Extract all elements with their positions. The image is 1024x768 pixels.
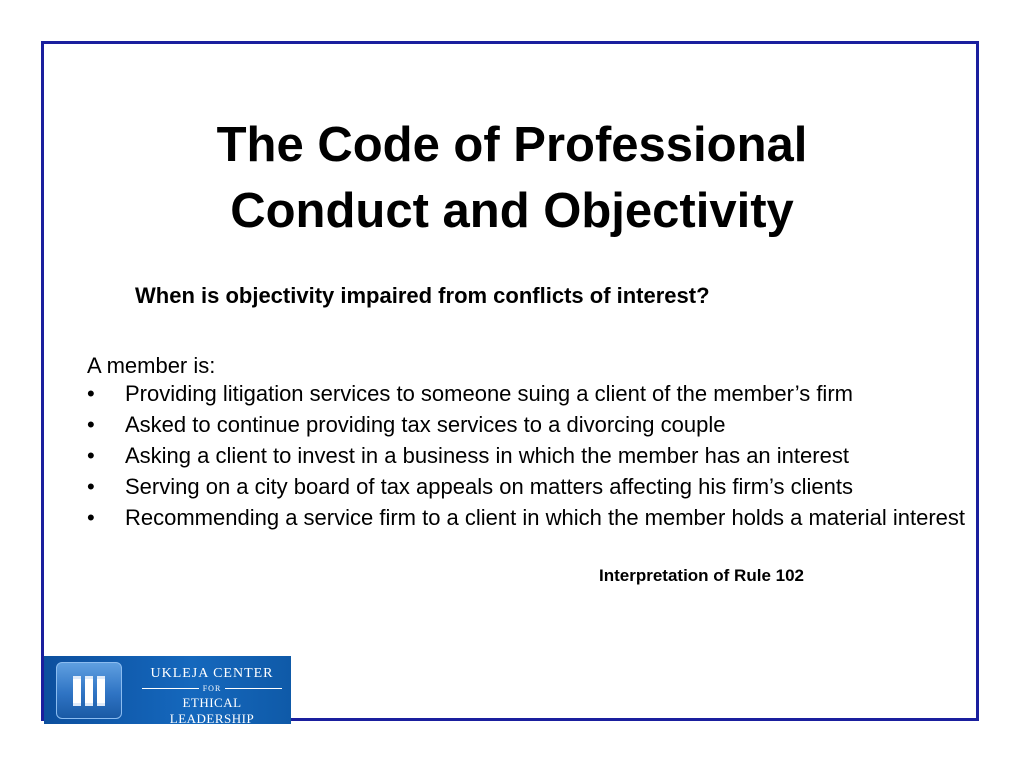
bullet-item bbox=[87, 382, 977, 405]
bullet-text: Providing litigation services to someone suing a client of the member’s firm bbox=[125, 381, 853, 406]
intro-text: A member is: bbox=[87, 353, 216, 378]
bullet-item bbox=[87, 413, 977, 436]
bullet-text: Asking a client to invest in a business in which the member has an interest bbox=[125, 443, 849, 468]
bullet-marker: • bbox=[87, 505, 95, 530]
bullet-item bbox=[87, 475, 977, 498]
logo-rule bbox=[225, 688, 282, 689]
logo-line-1: UKLEJA CENTER bbox=[150, 666, 274, 681]
bullet-marker: • bbox=[87, 474, 95, 499]
bullet-list bbox=[87, 382, 977, 537]
logo-line-2: FOR bbox=[202, 684, 222, 693]
bullet-marker: • bbox=[87, 381, 95, 406]
three-pillars-icon bbox=[56, 662, 122, 719]
bullet-marker: • bbox=[87, 443, 95, 468]
slide-title bbox=[0, 112, 1024, 244]
slide-title-line-1: The Code of Professional bbox=[216, 118, 808, 172]
logo-rule bbox=[142, 688, 199, 689]
bullet-text: Recommending a service firm to a client in which the member holds a material interest bbox=[125, 505, 966, 530]
source-citation: Interpretation of Rule 102 bbox=[599, 566, 804, 585]
bullet-text: Serving on a city board of tax appeals on matters affecting his firm’s clients bbox=[125, 474, 853, 499]
ukleja-center-logo bbox=[44, 656, 291, 724]
logo-line-3: ETHICAL LEADERSHIP bbox=[169, 695, 255, 726]
bullet-marker: • bbox=[87, 412, 95, 437]
bullet-item bbox=[87, 444, 977, 467]
slide-title-line-2: Conduct and Objectivity bbox=[230, 184, 794, 238]
bullet-item bbox=[87, 506, 977, 529]
slide-subtitle: When is objectivity impaired from conflicts of interest? bbox=[135, 283, 710, 308]
logo-text bbox=[142, 666, 282, 727]
bullet-text: Asked to continue providing tax services to a divorcing couple bbox=[125, 412, 726, 437]
